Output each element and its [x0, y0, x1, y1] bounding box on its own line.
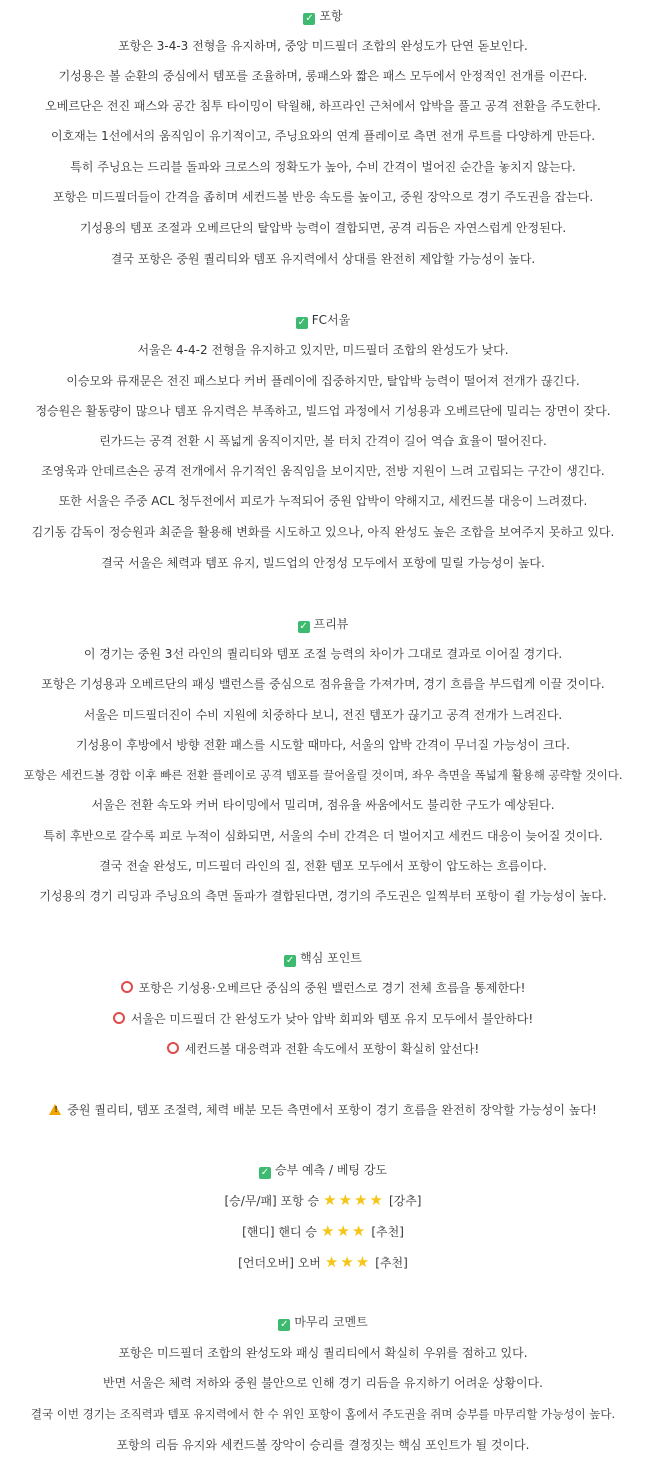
paragraph-line: 조영욱과 안데르손은 공격 전개에서 유기적인 움직임을 보이지만, 전방 지원이 느려 고립되는 구간이 생긴다. [41, 464, 605, 478]
section-heading-fcseoul [0, 312, 646, 329]
paragraph-line: 서울은 4-4-2 전형을 유지하고 있지만, 미드필더 조합의 완성도가 낮다. [137, 343, 509, 357]
bet-market: [핸디] 핸디 승 [242, 1225, 318, 1239]
section-title: 승부 예측 / 베팅 강도 [274, 1163, 388, 1177]
section-heading-prediction [0, 1162, 646, 1179]
key-point-item: 서울은 미드필더 간 완성도가 낮아 압박 회피와 템포 유지 모두에서 불안하다! [0, 1011, 646, 1027]
paragraph-line: 이호재는 1선에서의 움직임이 유기적이고, 주닝요와의 연계 플레이로 측면 전개 루트를 다양하게 만든다. [50, 129, 596, 143]
paragraph-line: 기성용의 템포 조절과 오베르단의 탈압박 능력이 결합되면, 공격 리듬은 자연스럽게 안정된다. [79, 221, 567, 235]
section-title: 프리뷰 [313, 617, 349, 631]
check-icon: ✓ [260, 1167, 270, 1178]
paragraph-line: 김기동 감독이 정승원과 최준을 활용해 변화를 시도하고 있으나, 아직 완성도 높은 조합을 보여주지 못하고 있다. [31, 525, 615, 539]
paragraph-line: 포항은 3-4-3 전형을 유지하며, 중앙 미드필더 조합의 완성도가 단연 돋보인다. [118, 39, 528, 53]
paragraph-line: 특히 주닝요는 드리블 돌파와 크로스의 정확도가 높아, 수비 간격이 벌어진 순간을 놓치지 않는다. [70, 160, 576, 174]
red-ring-icon [113, 1012, 125, 1024]
paragraph-line: 반면 서울은 체력 저하와 중원 불안으로 인해 경기 리듬을 유지하기 어려운 상황이다. [103, 1376, 543, 1390]
section-heading-closing [0, 1314, 646, 1331]
key-point-item: 세컨드볼 대응력과 전환 속도에서 포항이 확실히 앞선다! [0, 1041, 646, 1057]
warning-line: ! 중원 퀄리티, 템포 조절력, 체력 배분 모든 측면에서 포항이 경기 흐름을 완전히 장악할 가능성이 높다! [0, 1102, 646, 1118]
bet-strength: [강추] [388, 1194, 422, 1208]
paragraph-line: 기성용은 볼 순환의 중심에서 템포를 조율하며, 롱패스와 짧은 패스 모두에서 안정적인 전개를 이끈다. [58, 69, 588, 83]
paragraph-line: 기성용의 경기 리딩과 주닝요의 측면 돌파가 결합된다면, 경기의 주도권은 일찍부터 포항이 쥘 가능성이 높다. [39, 889, 607, 903]
section-title: 포항 [319, 9, 343, 23]
check-icon: ✓ [280, 1319, 289, 1330]
paragraph-line: 포항의 리듬 유지와 세컨드볼 장악이 승리를 결정짓는 핵심 포인트가 될 것이다. [116, 1438, 530, 1452]
paragraph-line: 결국 포항은 중원 퀄리티와 템포 유지력에서 상대를 완전히 제압할 가능성이 높다. [110, 252, 536, 266]
paragraph-line: 포항은 세컨드볼 경합 이후 빠른 전환 플레이로 공격 템포를 끌어올릴 것이며, 좌우 측면을 폭넓게 활용해 공략할 것이다. [23, 768, 623, 782]
warning-icon: ! [49, 1104, 61, 1115]
paragraph-line: 또한 서울은 주중 ACL 청두전에서 피로가 누적되어 중원 압박이 약해지고, 세컨드볼 대응이 느려졌다. [58, 494, 588, 508]
section-title: 핵심 포인트 [300, 951, 362, 965]
section-title: 마무리 코멘트 [294, 1315, 368, 1329]
paragraph-line: 서울은 미드필더진이 수비 지원에 치중하다 보니, 전진 템포가 끊기고 공격 전개가 느려진다. [83, 708, 563, 722]
star-rating: ★★★ [324, 1253, 372, 1271]
paragraph-line: 포항은 미드필더 조합의 완성도와 패싱 퀄리티에서 확실히 우위를 점하고 있다. [118, 1346, 528, 1360]
star-rating: ★★★ [321, 1222, 368, 1240]
bet-row [0, 1254, 646, 1271]
check-icon: ✓ [285, 955, 295, 966]
check-icon: ✓ [305, 13, 314, 24]
paragraph-line: 포항은 미드필더들이 간격을 좁히며 세컨드볼 반응 속도를 높이고, 중원 장악으로 경기 주도권을 잡는다. [52, 190, 594, 204]
section-heading-key-points [0, 950, 646, 967]
paragraph-line: 정승원은 활동량이 많으나 템포 유지력은 부족하고, 빌드업 과정에서 기성용과 오베르단에 밀리는 장면이 잦다. [35, 404, 611, 418]
check-icon: ✓ [299, 621, 308, 632]
bet-strength: [추천] [375, 1256, 408, 1270]
key-point-item: 포항은 기성용·오베르단 중심의 중원 밸런스로 경기 전체 흐름을 통제한다! [0, 980, 646, 996]
paragraph-line: 결국 이번 경기는 조직력과 템포 유지력에서 한 수 위인 포항이 홈에서 주도권을 쥐며 승부를 마무리할 가능성이 높다. [30, 1407, 616, 1421]
star-rating: ★★★★ [323, 1191, 385, 1209]
red-ring-icon [121, 981, 133, 993]
section-heading-preview [0, 616, 646, 633]
paragraph-line: 서울은 전환 속도와 커버 타이밍에서 밀리며, 점유율 싸움에서도 불리한 구도가 예상된다. [91, 798, 555, 812]
section-heading-pohang [0, 8, 646, 25]
bet-market: [승/무/패] 포항 승 [224, 1194, 320, 1208]
paragraph-line: 이 경기는 중원 3선 라인의 퀄리티와 템포 조절 능력의 차이가 그대로 결과로 이어질 경기다. [83, 647, 563, 661]
bet-row [0, 1192, 646, 1209]
paragraph-line: 포항은 기성용과 오베르단의 패싱 밸런스를 중심으로 점유율을 가져가며, 경기 흐름을 부드럽게 이끌 것이다. [41, 677, 605, 691]
section-title: FC서울 [311, 313, 351, 327]
bet-row [0, 1223, 646, 1240]
paragraph-line: 기성용이 후방에서 방향 전환 패스를 시도할 때마다, 서울의 압박 간격이 무너질 가능성이 크다. [76, 738, 570, 752]
red-ring-icon [167, 1042, 179, 1054]
paragraph-line: 오베르단은 전진 패스와 공간 침투 타이밍이 탁월해, 하프라인 근처에서 압박을 풀고 공격 전환을 주도한다. [45, 99, 601, 113]
paragraph-line: 결국 전술 완성도, 미드필더 라인의 질, 전환 템포 모두에서 포항이 압도하는 흐름이다. [99, 859, 547, 873]
check-icon: ✓ [297, 317, 306, 328]
paragraph-line: 특히 후반으로 갈수록 피로 누적이 심화되면, 서울의 수비 간격은 더 벌어지고 세컨드 대응이 늦어질 것이다. [43, 829, 603, 843]
paragraph-line: 결국 서울은 체력과 템포 유지, 빌드업의 안정성 모두에서 포항에 밀릴 가능성이 높다. [101, 556, 545, 570]
bet-strength: [추천] [371, 1225, 404, 1239]
bet-market: [언더오버] 오버 [238, 1256, 321, 1270]
paragraph-line: 린가드는 공격 전환 시 폭넓게 움직이지만, 볼 터치 간격이 길어 역습 효율이 떨어진다. [99, 434, 547, 448]
paragraph-line: 이승모와 류재문은 전진 패스보다 커버 플레이에 집중하지만, 탈압박 능력이 떨어져 전개가 끊긴다. [66, 374, 580, 388]
